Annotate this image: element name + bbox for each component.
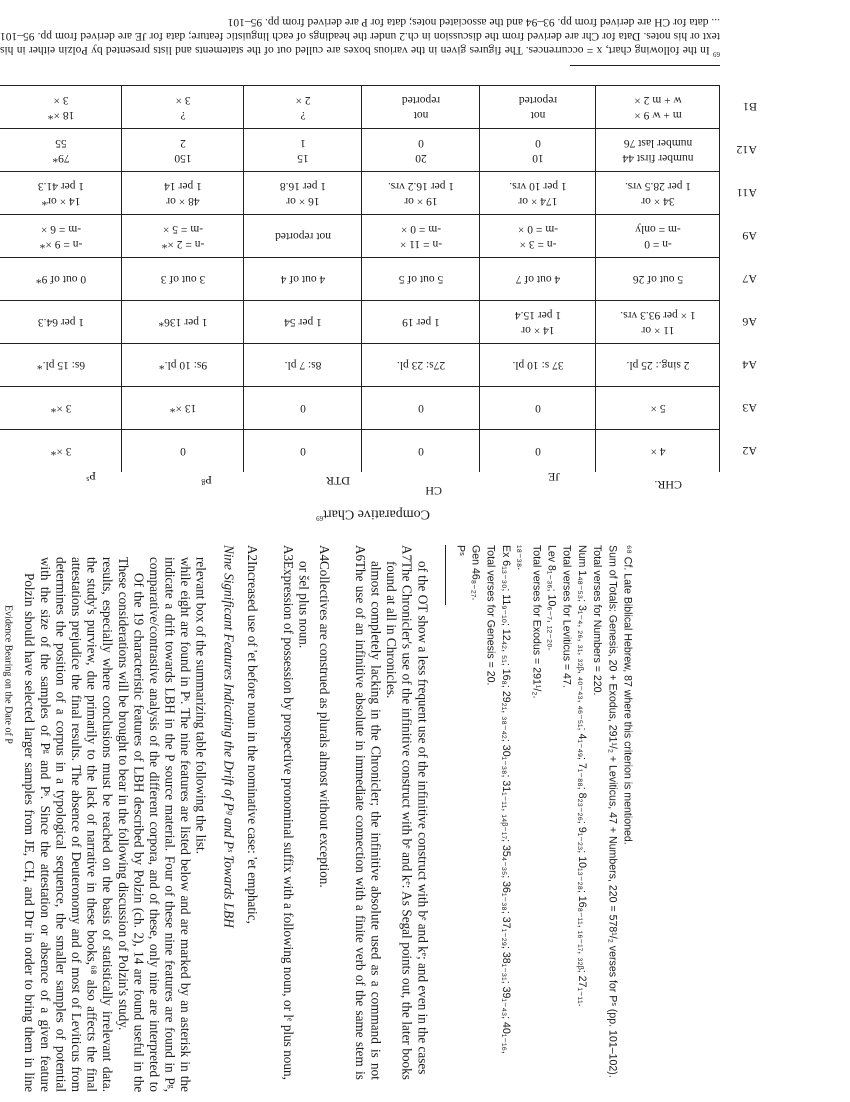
footnote-line: Total verses for Exodus = 291¹/₂. [530,545,543,699]
table-cell: 1 per 54 [244,301,362,344]
table-row [0,86,760,129]
feature-text: Increased use of 'et before noun in the nominative case: 'et emphatic, [244,561,260,924]
table-cell: -n = 9 ×* -m = 6 × [0,215,122,258]
rotated-text-page [0,545,790,1102]
table-cell: 5 out of 5 [362,258,480,301]
feature-key: A4 [316,545,332,562]
table-cell: 0 [244,430,362,473]
table-cell: 19 × or 1 per 16.2 vrs. [362,172,480,215]
feature-text: Expression of possession by prospective pronominal suffix with a following noun, or lᵉ plus noun, or šel plus noun. [280,561,312,1080]
table-cell: -n = 11 × -m = 0 × [362,215,480,258]
footnote-line: Lev 8₁₋₃₆; 10₆₋₇, ₁₂₋₂₀. [545,545,558,651]
table-cell: 174 × or 1 per 10 vrs. [480,172,596,215]
row-label: A9 [742,229,757,244]
comparative-chart-table [0,85,760,472]
footnote-line: Pˢ [454,545,467,556]
section-title: Nine Significant Features Indicating the Drift of Pᵍ and Pˢ Towards LBH [221,545,237,928]
table-cell: 27s: 23 pl. [362,344,480,387]
row-label: A2 [742,444,757,459]
table-cell: 8s: 7 pl. [244,344,362,387]
table-cell: 79* 55 [0,129,122,172]
table-cell: 0 [480,387,596,430]
table-row [0,387,760,430]
table-cell: -n = 3 × -m = 0 × [480,215,596,258]
footnote-rule [445,545,446,605]
table-cell: 16 × or 1 per 16.8 [244,172,362,215]
table-cell: m + w 9 × w + m 2 × [596,86,720,129]
table-row [0,129,760,172]
feature-key: A2 [244,545,260,562]
footnotes [452,545,634,1080]
table-cell: 0 [244,387,362,430]
table-cell: 9s: 10 pl.* [122,344,244,387]
paragraph: Polzin should have selected larger samples from JE, CH, and Dtr in order to bring them in line with the size of the samples of Pᵍ and Pˢ. Since the attestation or absence of a given feature determines the position of a corpus in a typological sequence, the smaller samples of potential attestations prejudice the final results. The absence of Deuteronomy and of most of Leviticus from the study's purview, due primarily to the lack of narrative in these books,⁶⁸ also affects the final results, especially where conclusions must be reached on the basis of statistically irrelevant data. These considerations will be brought to bear in the following discussion of Polzin's study. [22,557,131,1092]
table-cell: 37 s: 10 pl. [480,344,596,387]
table-cell: not reported [480,86,596,129]
table-cell: 4 × [596,430,720,473]
table-cell: 20 0 [362,129,480,172]
table-cell: 13 ×* [122,387,244,430]
table-cell: 34 × or 1 per 28.5 vrs. [596,172,720,215]
table-row [0,344,760,387]
footnote-line: Sum of Totals: Genesis, 20 + Exodus, 291¹/₂ + Leviticus, 47 + Numbers, 220 = 578¹/₂ verses for Pˢ (pp. 101–102). [606,545,619,1078]
row-label: A7 [742,272,757,287]
row-label: A11 [736,186,757,201]
table-cell: 4 out of 4 [244,258,362,301]
table-cell: 18 ×* 3 × [0,86,122,129]
table-cell: -n = 2 ×* -m = 5 × [122,215,244,258]
feature-item [352,545,399,1080]
column-header-dtr: DTR [326,474,350,488]
table-cell: 14 × or 1 per 15.4 [480,301,596,344]
table-row [0,301,760,344]
footnote-number: 69 [713,50,720,58]
footnote-line: Total verses for Numbers = 220. [591,545,604,696]
table-cell: number first 44 number last 76 [596,129,720,172]
rotated-chart-page [0,0,850,540]
table-cell: 14 × or* 1 per 41.3 [0,172,122,215]
table-cell: 48 × or 1 per 14 [122,172,244,215]
column-header-chr: CHR. [654,478,682,492]
chart-page-content [0,0,760,528]
column-header-ch: CH [425,484,442,498]
feature-item [316,545,352,1080]
footnote-line: Total verses for Leviticus = 47. [560,545,573,688]
table-cell: 1 per 19 [362,301,480,344]
running-head: Evidence Bearing on the Date of P [2,605,14,744]
chart-title [316,505,430,522]
feature-item [244,545,280,1080]
row-label: B1 [742,100,757,115]
column-header-je: JE [548,470,560,484]
column-header-pg: $P^g$ [201,473,212,488]
body-text [22,545,209,1092]
table-cell: 0 [122,430,244,473]
feature-item [399,545,435,1080]
table-cell: 0 out of 9* [0,258,122,301]
feature-key: A6 [352,545,368,562]
column-header-ps: $P^s$ [86,469,96,484]
feature-key: A7 [399,545,415,562]
table-cell: 3 ×* [0,387,122,430]
table-cell: 1 per 136* [122,301,244,344]
table-cell: not reported [362,86,480,129]
table-cell: 2 sing.: 25 pl. [596,344,720,387]
feature-list [244,545,435,1080]
table-cell: 150 2 [122,129,244,172]
feature-key: A3 [280,545,296,562]
table-cell: ? 3 × [122,86,244,129]
row-label: A3 [742,401,757,416]
feature-text: Collectives are construed as plurals almost without exception. [316,561,332,888]
table-cell: not reported [244,215,362,258]
table-cell: 0 [480,430,596,473]
row-label: A12 [736,143,757,158]
table-cell: 6s: 15 pl.* [0,344,122,387]
table-cell: 4 out of 7 [480,258,596,301]
paragraph: Of the 19 characteristic features of LBH described by Polzin (ch. 2), 14 are found useful in the comparative/contrastive analysis of the different corpora, and of these, only nine are interpreted to indicate a drift towards LBH in the P source material. Four of these nine features are found in Pᵍ, while eight are found in Pˢ. The nine features are listed below and are marked by an asterisk in the relevant box of the summarizing table following the list. [131,557,209,1092]
table-cell: 1 per 64.3 [0,301,122,344]
row-label: A6 [742,315,757,330]
footnote-text: In the following chart, x = occurrences. The figures given in the various boxes are culled out of the statements and lists presented by Polzin either in his text or his notes. Data for Chr are derived from the discussion in ch.2 under the headings of each linguistic feature; data for JE are derived from pp. 95–101 ... data for CH are derived from pp. 93–94 and the associated notes; data for P are derived from pp. 95–101 [0,16,720,57]
chart-title-text: Comparative Chart [323,506,430,522]
table-row [0,258,760,301]
footnote-line: ⁶⁸ Cf. Late Biblical Hebrew, 87 where this criterion is mentioned. [621,545,634,845]
table-cell: ? 2 × [244,86,362,129]
footnote-line: Ex 6₁₃₋₃₀; 11₉₋₁₀; 12₄₂, ₅₁; 16₈; 29₂₁, ₃₈₋₄₂; 30₁₋₃₈; 31₁₋₁₁, ₁₄ᵦ₋₁₇; 35₄₋₃₅; 36₁₋₃₈; 37₁₋₂₉; 38₁₋₃₁; 39₁₋₄₃; 40₁₋₁₆, ₁₈₋₃₈. [499,545,528,1054]
table-cell: 11 × or 1 × per 93.3 vrs. [596,301,720,344]
table-row [0,215,760,258]
footnote-rule [570,65,720,66]
table-cell: 10 0 [480,129,596,172]
row-label: A4 [742,358,757,373]
footnote-line: Num 1₄₈₋₅₃; 3₁₋₄, ₂₆, ₃₁, ₃₂ᵦ, ₄₀₋₄₃, ₄₆₋₅₁; 4₁₋₄₉; 7₁₋₈₈; 8₂₃₋₂₆; 9₁₋₂₃; 10₁₃₋₂₈; 16₈₋₁₁, ₁₆₋₁₇, ₃₂ᵦ; 27₁₋₁₁. [575,545,588,1007]
footnote-69 [0,15,720,66]
table-cell: 5 × [596,387,720,430]
chart-title-footnote-ref: 69 [316,514,324,522]
table-cell: 0 [362,430,480,473]
feature-text: The use of an infinitive absolute in immediate connection with a finite verb of the same stem is almost completely lacking in the Chronicler; the infinitive absolute used as a command is not found at all in Chronicles. [352,561,400,1080]
feature-item [280,545,316,1080]
table-row [0,172,760,215]
feature-text: The Chronicler's use of the infinitive construct with bᵉ and kᵉ: As Segal points out, the later books of the OT show a less frequent use of the infinitive construct with bᵉ and kᵉ; and even in the cases [399,561,431,1080]
table-cell: 3 ×* [0,430,122,473]
table-cell: 3 out of 3 [122,258,244,301]
table-cell: 0 [362,387,480,430]
table-cell: 15 1 [244,129,362,172]
table-cell: -n = 0 -m = only [596,215,720,258]
footnote-line: Gen 46₈₋₂₇. [469,545,482,601]
table-cell: 5 out of 26 [596,258,720,301]
table-row [0,430,760,473]
footnote-line: Total verses for Genesis = 20. [484,545,497,686]
